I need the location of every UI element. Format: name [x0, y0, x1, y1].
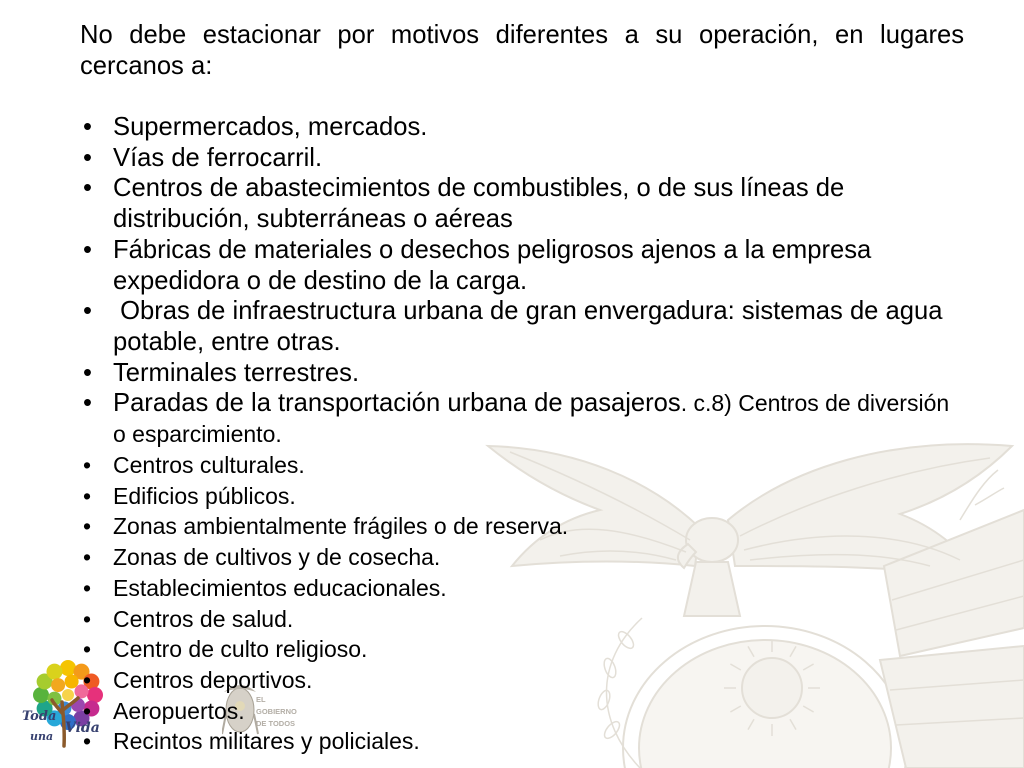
- list-item-text-continuation: . c.8) Centros de diversión o esparcimiento.: [113, 390, 956, 448]
- list-item: [80, 235, 958, 296]
- list-item-text: Terminales terrestres.: [113, 358, 360, 387]
- bullet-marker: •: [83, 482, 92, 509]
- bullet-marker: •: [83, 697, 92, 724]
- list-item-text: Edificios públicos.: [113, 482, 296, 509]
- bullet-marker: •: [83, 358, 92, 387]
- list-item: [80, 143, 958, 174]
- bullet-marker: •: [83, 389, 92, 418]
- list-item-text: Zonas de cultivos y de cosecha.: [113, 544, 441, 571]
- bullet-marker: •: [83, 113, 92, 141]
- list-item: [80, 573, 958, 604]
- list-item: [80, 665, 958, 696]
- list-item: [80, 173, 958, 234]
- list-item: [80, 296, 958, 357]
- list-item: [80, 696, 958, 727]
- list-item-text: Centro de culto religioso.: [113, 636, 368, 663]
- gov-logo-text-de-todos: DE TODOS: [256, 719, 296, 728]
- logo-text-vida: Vida: [65, 720, 100, 736]
- list-item-text: Paradas de la transportación urbana de pasajeros: [113, 389, 681, 418]
- list-item: [80, 112, 958, 143]
- list-item: [80, 726, 958, 757]
- gov-logo-text-el: EL: [256, 695, 266, 704]
- list-item-text: Recintos militares y policiales.: [113, 728, 420, 755]
- list-item: [80, 634, 958, 665]
- list-item-text: Obras de infraestructura urbana de gran envergadura: sistemas de agua potable, entre otras.: [113, 297, 950, 357]
- logo-text-una: una: [30, 730, 54, 743]
- bullet-marker: •: [83, 451, 92, 478]
- list-item: [80, 542, 958, 573]
- bullet-marker: •: [83, 143, 92, 172]
- list-item: [80, 604, 958, 635]
- bullet-marker: •: [83, 235, 92, 264]
- bullet-marker: •: [83, 666, 92, 693]
- list-item-text: Vías de ferrocarril.: [113, 143, 323, 172]
- bullet-marker: •: [83, 297, 92, 326]
- list-item-text: Establecimientos educacionales.: [113, 574, 447, 601]
- list-item: [80, 388, 958, 449]
- bullet-marker: •: [83, 544, 92, 571]
- bullet-marker: •: [83, 574, 92, 601]
- list-item: [80, 511, 958, 542]
- gov-logo-text-gobierno: GOBIERNO: [256, 707, 297, 716]
- logo-text-toda: Toda: [22, 709, 57, 724]
- bullet-marker: •: [83, 728, 92, 755]
- list-item-text: Zonas ambientalmente frágiles o de reserva.: [113, 513, 569, 540]
- list-item: [80, 450, 958, 481]
- intro-paragraph: No debe estacionar por motivos diferentes a su operación, en lugares cercanos a:: [80, 21, 964, 80]
- bullet-marker: •: [83, 513, 92, 540]
- bullet-marker: •: [83, 174, 92, 203]
- list-item-text: Centros de abastecimientos de combustibles, o de sus líneas de distribución, subterráneas o aéreas: [113, 174, 852, 234]
- bullet-list: [80, 112, 958, 757]
- list-item: [80, 358, 958, 389]
- bullet-marker: •: [83, 636, 92, 663]
- list-item-text: Centros de salud.: [113, 605, 294, 632]
- list-item-text: Supermercados, mercados.: [113, 113, 428, 141]
- list-item: [80, 481, 958, 512]
- bullet-marker: •: [83, 605, 92, 632]
- list-item-text: Aeropuertos.: [113, 697, 245, 724]
- list-item-text: Centros culturales.: [113, 451, 305, 478]
- list-item-text: Fábricas de materiales o desechos peligrosos ajenos a la empresa expedidora o de destino de la carga.: [113, 235, 879, 295]
- list-item-text: Centros deportivos.: [113, 666, 313, 693]
